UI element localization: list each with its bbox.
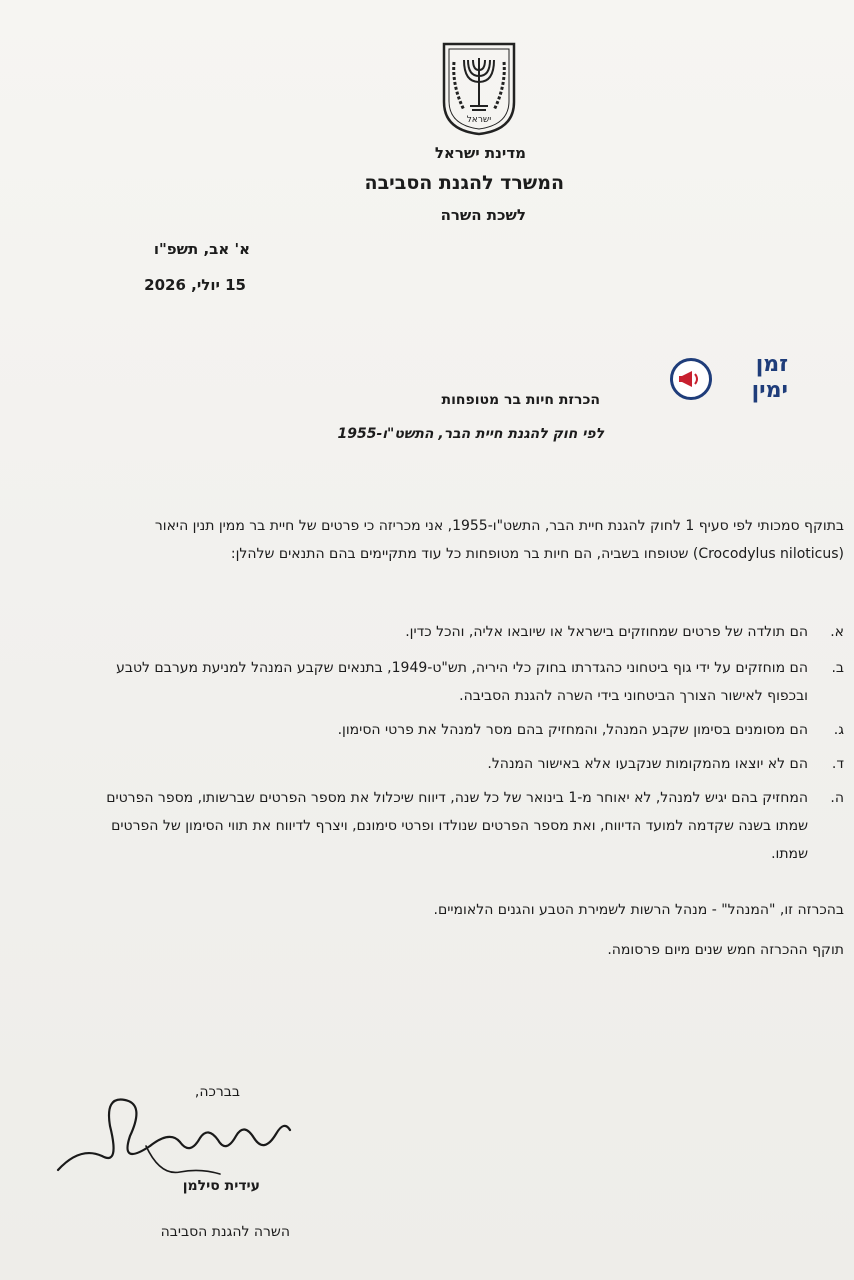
definition-paragraph: בהכרזה זו, "המנהל" - מנהל הרשות לשמירת הטבע והגנים הלאומיים. bbox=[433, 902, 844, 918]
condition-letter: ד. bbox=[831, 756, 844, 772]
office-name: לשכת השרה bbox=[440, 206, 526, 224]
condition-item bbox=[92, 784, 844, 868]
condition-item bbox=[92, 618, 844, 646]
validity-paragraph: תוקף ההכרזה חמש שנים מיום פרסומה. bbox=[607, 942, 844, 958]
signer-title: השרה להגנת הסביבה bbox=[160, 1224, 290, 1240]
declaration-title: הכרזת חיות בר מטופחות bbox=[441, 392, 600, 408]
condition-letter: א. bbox=[830, 624, 844, 640]
hebrew-date: א' אב, תשפ"ו bbox=[153, 240, 250, 258]
state-emblem bbox=[440, 40, 518, 136]
intro-paragraph: בתוקף סמכותי לפי סעיף 1 לחוק להגנת חיית הבר, התשט"ו-1955, אני מכריזה כי פרטים של חיית בר ממין תנין היאור (Crocodylus niloticus) שטופחו בשביה, הם חיות בר מטופחות כל עוד מתקיימים בהם התנאים שלהלן: bbox=[154, 518, 844, 562]
logo-line-2: ימין bbox=[751, 378, 788, 403]
logo-text bbox=[718, 352, 788, 404]
condition-text: הם מוחזקים על ידי גוף ביטחוני כהגדרתו בחוק כלי היריה, תש"ט-1949, בתנאים שקבע המנהל למניעת מערבם לטבע ובכפוף לאישור הצורך הביטחוני בידי השרה להגנת הסביבה. bbox=[116, 660, 808, 704]
condition-text: הם תולדה של פרטים שמחוזקים בישראל או שיובאו אליה, והכל כדין. bbox=[405, 624, 808, 640]
condition-item bbox=[92, 654, 844, 710]
condition-letter: ג. bbox=[833, 722, 844, 738]
signer-name: עידית סילמן bbox=[182, 1178, 260, 1194]
condition-item bbox=[92, 750, 844, 778]
emblem-text: ישראל bbox=[466, 115, 492, 125]
condition-letter: ה. bbox=[830, 790, 844, 806]
ministry-name: המשרד להגנת הסביבה bbox=[364, 172, 564, 194]
news-logo bbox=[668, 352, 788, 408]
closing-greeting: בברכה, bbox=[194, 1084, 240, 1100]
handwritten-signature bbox=[50, 1086, 300, 1186]
state-name: מדינת ישראל bbox=[434, 144, 526, 162]
logo-line-1: זמן bbox=[755, 352, 788, 377]
condition-text: הם מסומנים בסימון שקבע המנהל, והמחזיק בהם מסר למנהל את פרטי הסימון. bbox=[337, 722, 808, 738]
condition-letter: ב. bbox=[831, 660, 844, 676]
condition-text: המחזיק בהם יגיש למנהל, לא יאוחר מ-1 בינואר של כל שנה, דיווח שיכלול את מספר הפרטים שברשותו, מספר הפרטים שמתו בשנה שקדמה למועד הדיווח, ואת מספר הפרטים שנולדו ופרטי סימונם, ויצרף לדיווח את תווי הסימון של הפרטים שמתו. bbox=[106, 790, 808, 862]
gregorian-date: 15 יולי, 2026 bbox=[144, 276, 246, 294]
declaration-subtitle: לפי חוק להגנת חיית הבר, התשט"ו-1955 bbox=[337, 426, 604, 442]
clock-megaphone-icon bbox=[670, 358, 712, 400]
condition-item bbox=[92, 716, 844, 744]
menorah-emblem-icon bbox=[440, 40, 518, 136]
condition-text: הם לא יוצאו מהמקומות שנקבעו אלא באישור המנהל. bbox=[487, 756, 808, 772]
